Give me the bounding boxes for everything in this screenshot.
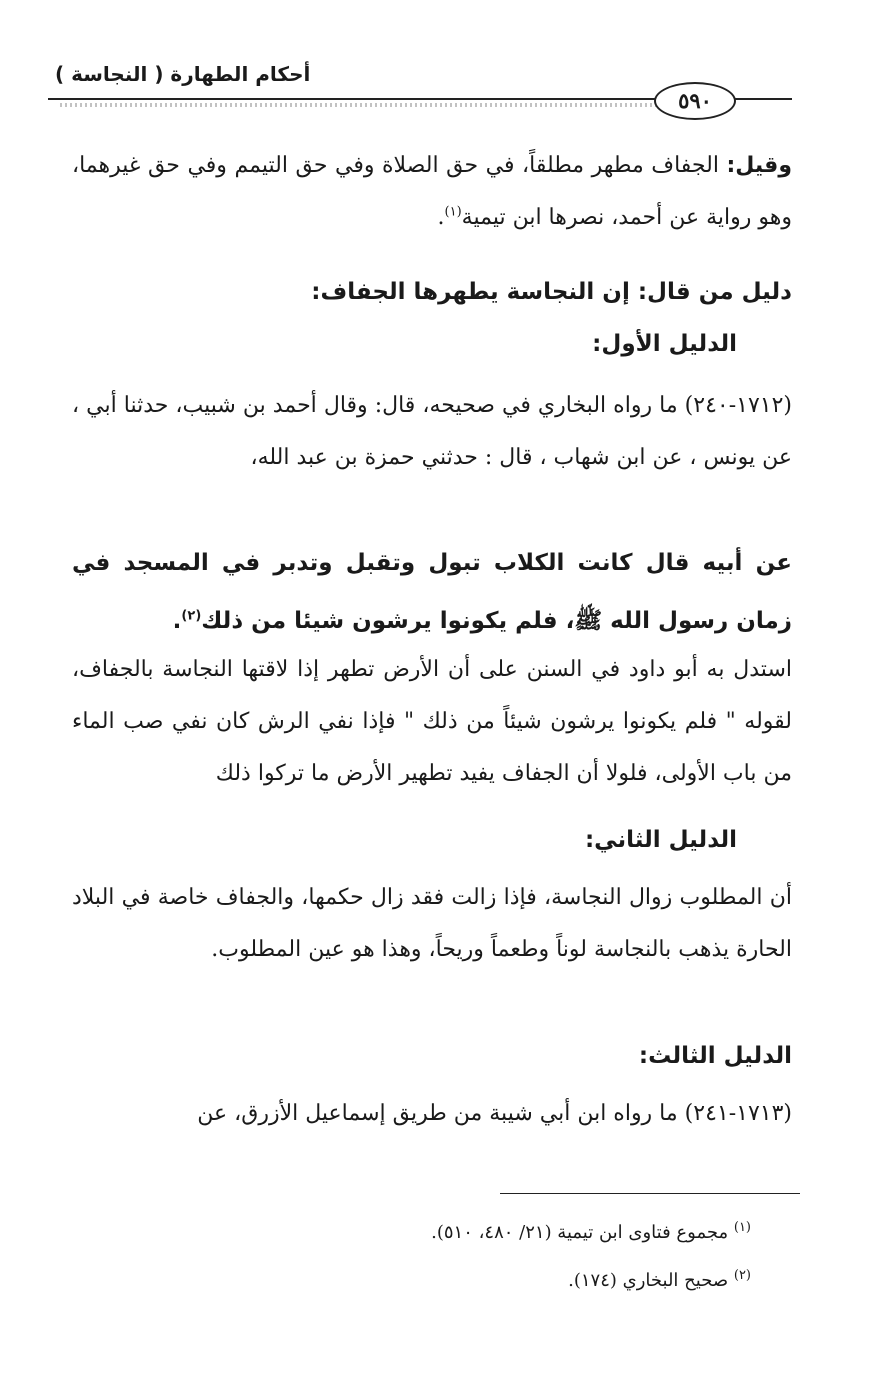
paragraph-narration-1: (١٧١٢-٢٤٠) ما رواه البخاري في صحيحه، قال: وقال أحمد بن شبيب، حدثنا أبي ، عن يونس ، عن ابن شهاب ، قال : حدثني حمزة بن عبد الله، [72,393,792,470]
footnote-2 [568,1270,751,1291]
footnote-marker-2: (٢) [733,1268,751,1283]
page-number: ٥٩٠ [654,82,736,120]
footnote-ref-2: (٢) [181,608,202,624]
header-rule [48,98,656,100]
footnote-ref-1: (١) [444,204,462,220]
paragraph-narration-2: (١٧١٣-٢٤١) ما رواه ابن أبي شيبة من طريق إسماعيل الأزرق، عن [197,1101,792,1126]
header-rule-right [728,98,792,100]
heading-third-evidence: الدليل الثالث: [638,1043,792,1069]
hadith-text: عن أبيه قال كانت الكلاب تبول وتقبل وتدبر في المسجد في زمان رسول الله ﷺ، فلم يكونوا يرشون شيئا من ذلك$^{(٢)}$. [72,550,792,634]
footnote-separator [500,1193,800,1194]
paragraph-commentary: استدل به أبو داود في السنن على أن الأرض تطهر إذا لاقتها النجاسة بالجفاف، لقوله " فلم يكونوا يرشون شيئاً من ذلك " فإذا نفي الرش كان نفي صب الماء من باب الأولى، فلولا أن الجفاف يفيد تطهير الأرض ما تركوا ذلك [72,657,792,786]
footnote-1 [431,1222,751,1243]
opinion-text: الجفاف مطهر مطلقاً، في حق الصلاة وفي حق التيمم وفي حق غيرهما، وهو رواية عن أحمد، نصرها ابن تيمية [72,153,792,230]
opinion-lead: وقيل: [726,153,792,178]
paragraph-second-evidence: أن المطلوب زوال النجاسة، فإذا زالت فقد زال حكمها، والجفاف خاصة في البلاد الحارة يذهب بالنجاسة لوناً وطعماً وريحاً، وهذا هو عين المطلوب. [72,885,792,962]
footnote-marker-1: (١) [733,1220,751,1235]
heading-second-evidence: الدليل الثاني: [584,827,737,853]
header-dotted-rule [60,103,656,107]
section-heading: دليل من قال: إن النجاسة يطهرها الجفاف: [311,279,792,305]
running-header-title: أحكام الطهارة ( النجاسة ) [55,62,311,86]
footnote-text-2: صحيح البخاري (١٧٤). [568,1270,729,1291]
footnote-text-1: مجموع فتاوى ابن تيمية (٢١/ ٤٨٠، ٥١٠). [431,1222,729,1243]
heading-first-evidence: الدليل الأول: [592,331,737,357]
paragraph-opinion: وقيل: الجفاف مطهر مطلقاً، في حق الصلاة وفي حق التيمم وفي حق غيرهما، وهو رواية عن أحمد، نصرها ابن تيمية$^{(١)}$. [72,153,792,230]
